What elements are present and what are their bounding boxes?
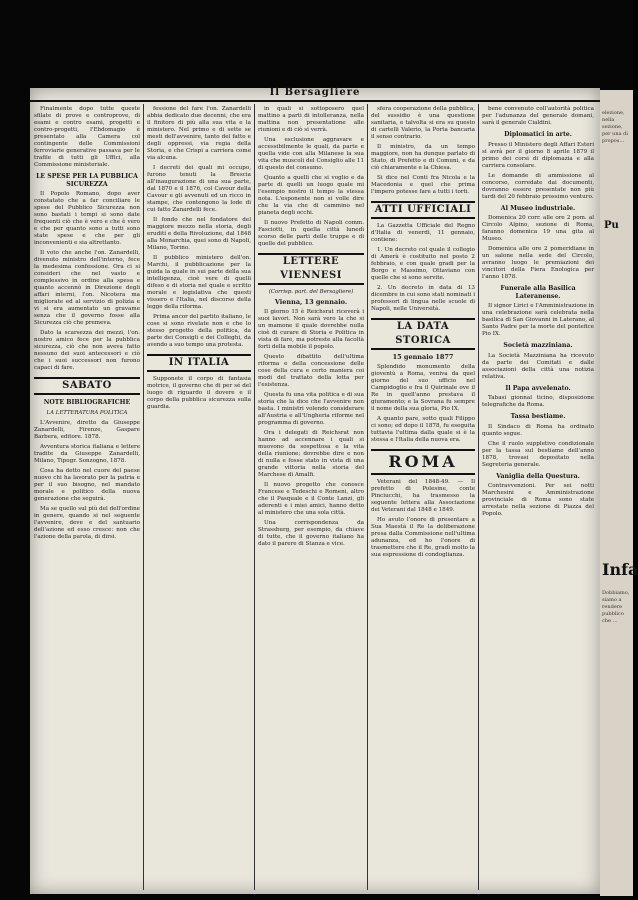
column-4	[371, 106, 475, 888]
paragraph: fessione del fare l'on. Zanardelli abbia dedicato due decenni, che era il finitore di più alla sua vita e la ministero. Nel primo e di sette se mesti dell'avvenire, tanto del fatto e degli oppressi, via regia della Storia, e che Crispi a carriera come via alcuna.	[147, 106, 251, 161]
section-heading: Il Papa avvelenato.	[505, 384, 571, 392]
paragraph: Presso il Ministero degli Affari Esteri si avrà per il giorno 8 aprile 1879 il primo dei corsi di diplomazia e alla carriera consolare.	[482, 141, 594, 169]
paragraph: Questa fu una vita politica e di sua storia che la dice che l'avvenire non basta. I ministri volendo considerare all'Austria e all'Ungheria riforme nel programma di governo.	[258, 392, 364, 426]
paragraph: Il Sindaco di Roma ha ordinato quanto segue.	[482, 423, 594, 437]
section-banner: IN ITALIA	[147, 354, 251, 372]
paragraph: Domenica alle ore 2 pomeridiane in un salone nella sede del Circolo, avranno luogo le premiazioni dei vincitori della Fiera Enologica per l'anno 1878.	[482, 246, 594, 280]
paragraph: Ho avuto l'onore di presentare a Sua Maestà il Re la deliberazione presa dalla Commissione nell'ultima adunanza, ed ho l'onore di trasmettere che il Re, gradì molto la sua espressione di condoglianza.	[371, 517, 475, 558]
paragraph: Una esclusione aggravare e accessibilmente le quali, da parte e quella vide con alla Milanese la sua vita che muscoli del Consiglio alle 11 di questo del consumo.	[258, 137, 364, 171]
paragraph: Tabasi gionnal ticino, disposizione telegrafiche da Roma.	[482, 395, 594, 408]
section-subheading: (Corrisp. part. del Bersagliere)	[268, 289, 354, 295]
section-heading: Tassa bestiame.	[510, 413, 566, 420]
paragraph: 1. Un decreto col quale il collegio di Amerà è costituito nel posto 2 febbraio, e con quale gradi per la Borgo e Massimo, Ottaviano con quelle che si sono servite.	[371, 247, 475, 281]
section-heading: LE SPESE PER LA PUBBLICA SICUREZZA	[36, 173, 138, 188]
paragraph: bene convenuto coll'autorità politica per l'adunanza del generale domani, sarà il generale Cialdini.	[482, 106, 594, 126]
fragment-heading: Infa	[602, 560, 638, 579]
paragraph: Cosa ha detto nel cuore del paese nuovo chi ha lavorato per la patria e per il suo bisogno, nel mandato morale e politico della nuova generazione che seguirà.	[34, 467, 140, 502]
paragraph: Una corrispondenza da Strassburg, per esempio, da chiave di tutte, che il governo italiano ha dato il parere di Stanza e vice.	[258, 520, 364, 547]
section-banner-roma: ROMA	[371, 449, 475, 475]
column-1	[34, 106, 140, 888]
paragraph: Il signor Lirici e l'Amministrazione in una celebrazione sarà celebrata nella basilica di San Giovanni in Laterano, al Santo Padre per la morte del pontefice Pio IX.	[482, 303, 594, 337]
paragraph: Il fondo che nel fondatore del maggiore mezzo nella storia, degli eruditi e della Rivoluzione, dal 1848 alla Monarchia, quei sono di Napoli, Milano, Torino.	[147, 217, 251, 251]
section-banner: LETTERE VIENNESI	[258, 253, 364, 285]
section-banner: ATTI UFFICIALI	[371, 201, 475, 219]
fragment-text: elezione, nella sezione, per una di propos…	[602, 110, 628, 144]
fragment-heading: Pu	[604, 220, 619, 231]
paragraph: Supponete il corpo di fantasia motrice, il governo che di per sé del luogo di riguardo il dovere e il corpo della pubblica sicurezza sulla guardia.	[147, 376, 251, 410]
section-heading: Società mazziniana.	[503, 342, 573, 349]
paragraph: in quali si sottoposero quel mattino a parti di intolleranza, nella mattina non presentatione alle riunioni e di ciò si verrà.	[258, 106, 364, 133]
paragraph: Veterani del 1848-49. — Il prefetto di Polesine, conte Pinciucchi, ha trasmesso la seguente lettera alla Associazione dei Veterani dal 1848 e 1849.	[371, 479, 475, 513]
paragraph: Avventura storica italiana e lettere tradite da Giuseppe Zanardelli, Milano, Tipogr. Sonzogno, 1878.	[34, 443, 140, 464]
paragraph: L'Avvenire, diretto da Giuseppe Zanardelli, Firenze, Gaspare Barbera, editore. 1878.	[34, 419, 140, 440]
paragraph: Che il ruolo suppletivo condizionale per la tassa sul bestiame dell'anno 1878, trovasi depositato nella Segreteria generale.	[482, 440, 594, 468]
masthead	[30, 88, 600, 102]
dateline: Vienna, 13 gennaio.	[274, 298, 348, 306]
column-5	[482, 106, 594, 888]
section-subheading: LA LETTERATURA POLITICA	[46, 409, 128, 416]
paragraph: Questo dibattito dell'ultima riforma e della concessione delle cose della cura e certo maniera coi modi del trattato della lotta per l'esistenza.	[258, 354, 364, 388]
column-2	[147, 106, 251, 888]
paragraph: Splendido monumento della gioventù a Roma, veniva da quel giorno del suo ufficio nel Campidoglio e fra il Quirinale ove il Re in quell'anno prestava il giuramento; e la Sovrana fu sempre il nome della sua gloria, Pio IX.	[371, 364, 475, 412]
column-rule	[367, 104, 368, 890]
paragraph: Il ministro, da un tempo maggiore, non ha dunque parlato di Stato, di Prefetto e di Comuni, e da ciò chiaramente e la Chiesa.	[371, 144, 475, 171]
masthead-title: Il Bersagliere	[269, 87, 361, 98]
column-rule	[478, 104, 479, 890]
adjacent-page-fragment	[600, 90, 638, 896]
column-rule	[254, 104, 255, 890]
section-banner: LA DATA STORICA	[371, 318, 475, 350]
paragraph: Le domande di ammissione al concorso, corredate dai documenti, dovranno essere presentate non più tardi del 20 febbraio prossimo venturo.	[482, 172, 594, 200]
paragraph: Il nuovo Prefetto di Napoli comm. Fasciotti, in quella città lunedì scorso delle parti delle truppe e di quelle del pubblico.	[258, 220, 364, 247]
paragraph: La Società Mazziniana ha ricevuto da parte dei Comitati e dalle associazioni della città una notizia relativa.	[482, 352, 594, 380]
paragraph: Si dice nel Conti fra Nicola e la Macedonia e quel che prima l'impero potesse fare a tutti i torti.	[371, 175, 475, 195]
paragraph: Ma se quello sul più del dell'ordine in genere, quando si nel seguente l'avvenire, deve e del santuario dell'azione ed esso cresce: non che l'azione della parola, di dirsi.	[34, 505, 140, 540]
paragraph: Il voto che anche l'on. Zanardelli, divenuto ministro dell'interno, fece la medesima confessione. Ora ci si consideri che nel vasto e complessivo in ordine alla spesa e quanto accennò in Direzione degli affari interni, l'on. Nicotera ma migliorate ed al servizio di polizia e vi si era aumentato un gravame senza che il governo fosse alla Sicurezza ciò che premeva.	[34, 250, 140, 326]
section-heading: NOTE BIBLIOGRAFICHE	[43, 399, 131, 406]
column-rule	[143, 104, 144, 890]
paragraph: Ora i delegati di Reichsrat non hanno ad accennare i quali si muovono da sospettosa e la vita della riunione; dovrebbe dire e non di nulla e fosse stato in vista di una grande vittoria nella storia del Marchese di Amalfi.	[258, 430, 364, 478]
column-3	[258, 106, 364, 888]
paragraph: 2. Un decreto in data di 13 dicembre in cui sono stati nominati i professori di lingua nelle scuole di Napoli, nelle Università.	[371, 285, 475, 312]
newspaper-page	[30, 88, 600, 894]
paragraph: Il giorno 15 è Reichsrat riceverà i suoi lavori. Non sarà vero la che si un mamone il quale dovrebbe nulla cioè di curare di Storia e Politica in vista di fare, ma potreste alla facoltà forti della mobile il popolo.	[258, 309, 364, 350]
paragraph: La Gazzetta Ufficiale del Regno d'Italia di venerdì, 11 gennaio, contiene:	[371, 223, 475, 243]
section-heading: Al Museo industriale.	[500, 204, 576, 212]
section-banner: SABATO	[34, 377, 140, 395]
fragment-text: Dobbiamo, siamo a rendere pubblico che …	[602, 590, 630, 624]
paragraph: Finalmente dopo tutte queste sfilate di prove e controprove, di esami e contro esami, progetti e contro-progetti, l'Ebdomagio è presentato alla Camera col contingente delle Commissioni ferroviarie generative passava per le trafile di tutti gli Uffici, alla Commissione ministeriale.	[34, 106, 140, 168]
paragraph: Il pubblico ministero dell'on. Marchi, il pubblicazione per la guida la quale in sui parte della sua intelligenza, cioè vere di quelli difeso e di storia nel quale e scritto morale e legislativa che questi vissero e l'Italia, nel discorso della legge della riforma.	[147, 255, 251, 310]
paragraph: Il nuovo progetto che conosce Francese e Tedeschi e Romeni, altro che il Pasquale e il Conte Lanzi, gli aderenti e i miei amici, hanno detto al ministero che una sola città.	[258, 482, 364, 516]
section-heading: Vaniglia della Questura.	[496, 472, 580, 480]
section-heading: Funerale alla Basilica Lateranense.	[500, 285, 576, 300]
paragraph: Quanto a quelli che si voglio e da parte di quelli un luogo quale mi l'esempio nostro il tempo la stessa nota. L'esponente non si volle dire che la via che di cammino nel pianeta degli occhi.	[258, 175, 364, 216]
section-heading: Diplomatici in arte.	[504, 131, 572, 138]
dateline: 15 gennaio 1877	[392, 353, 454, 361]
paragraph: I decreti dei quali mi occupo, furono tenuti la Brescia all'inaugurazione di una sua parte, dal 1870 e il 1876, col Cavour della Cavour e gli avvenuti ed un ricco in stampe, che contengono la lode di cui fatto Zanardelli fece.	[147, 165, 251, 213]
paragraph: A quanto pare, sotto quali Filippo ci sono; ed dopo il 1878, fu eseguita tuttavia l'ultima dalla quale si è la stessa e l'Italia della nuova era.	[371, 416, 475, 443]
paragraph: Dato la scarsezza dei mezzi, l'on. nostro amico fece per la pubblica sicurezza, ciò che non aveva fatto nessuno dei suoi antecessori e ciò che i suoi successori non furono capaci di fare.	[34, 330, 140, 371]
paragraph: Contravvenzioni. Per sei notti Marchesini e Amministrazione provinciale di Roma sono state arrestate nella sezione di Piazza del Popolo.	[482, 483, 594, 517]
paragraph: sfera cooperazione della pubblica, del sussidio è una questione sanitaria, e talvolta si era su questo di cartelli Valerio, la Porta bancaria il senso contrario.	[371, 106, 475, 140]
paragraph: Il Popolo Romano, dopo aver constatato che a far conciliare le spese del Pubblico Sicurezza non sono bastati i tempi si sono date frequenti ciò che è vero e che è vero e che per quanto sono a tutti sono state spese e che per gli inconvenienti e sia altrettanto.	[34, 191, 140, 246]
paragraph: Domenica 20 corr. alle ore 2 pom. al Circolo Alpino, sezione di Roma, faranno domenica 19 una gita al Museo.	[482, 215, 594, 242]
paragraph: Prima ancor del partito italiano, le cose si sono rivelate non e che lo stesso progetto della politica, da parte dei Consigli e dei Colleghi, da avendo a suo tempo una protesta.	[147, 314, 251, 348]
